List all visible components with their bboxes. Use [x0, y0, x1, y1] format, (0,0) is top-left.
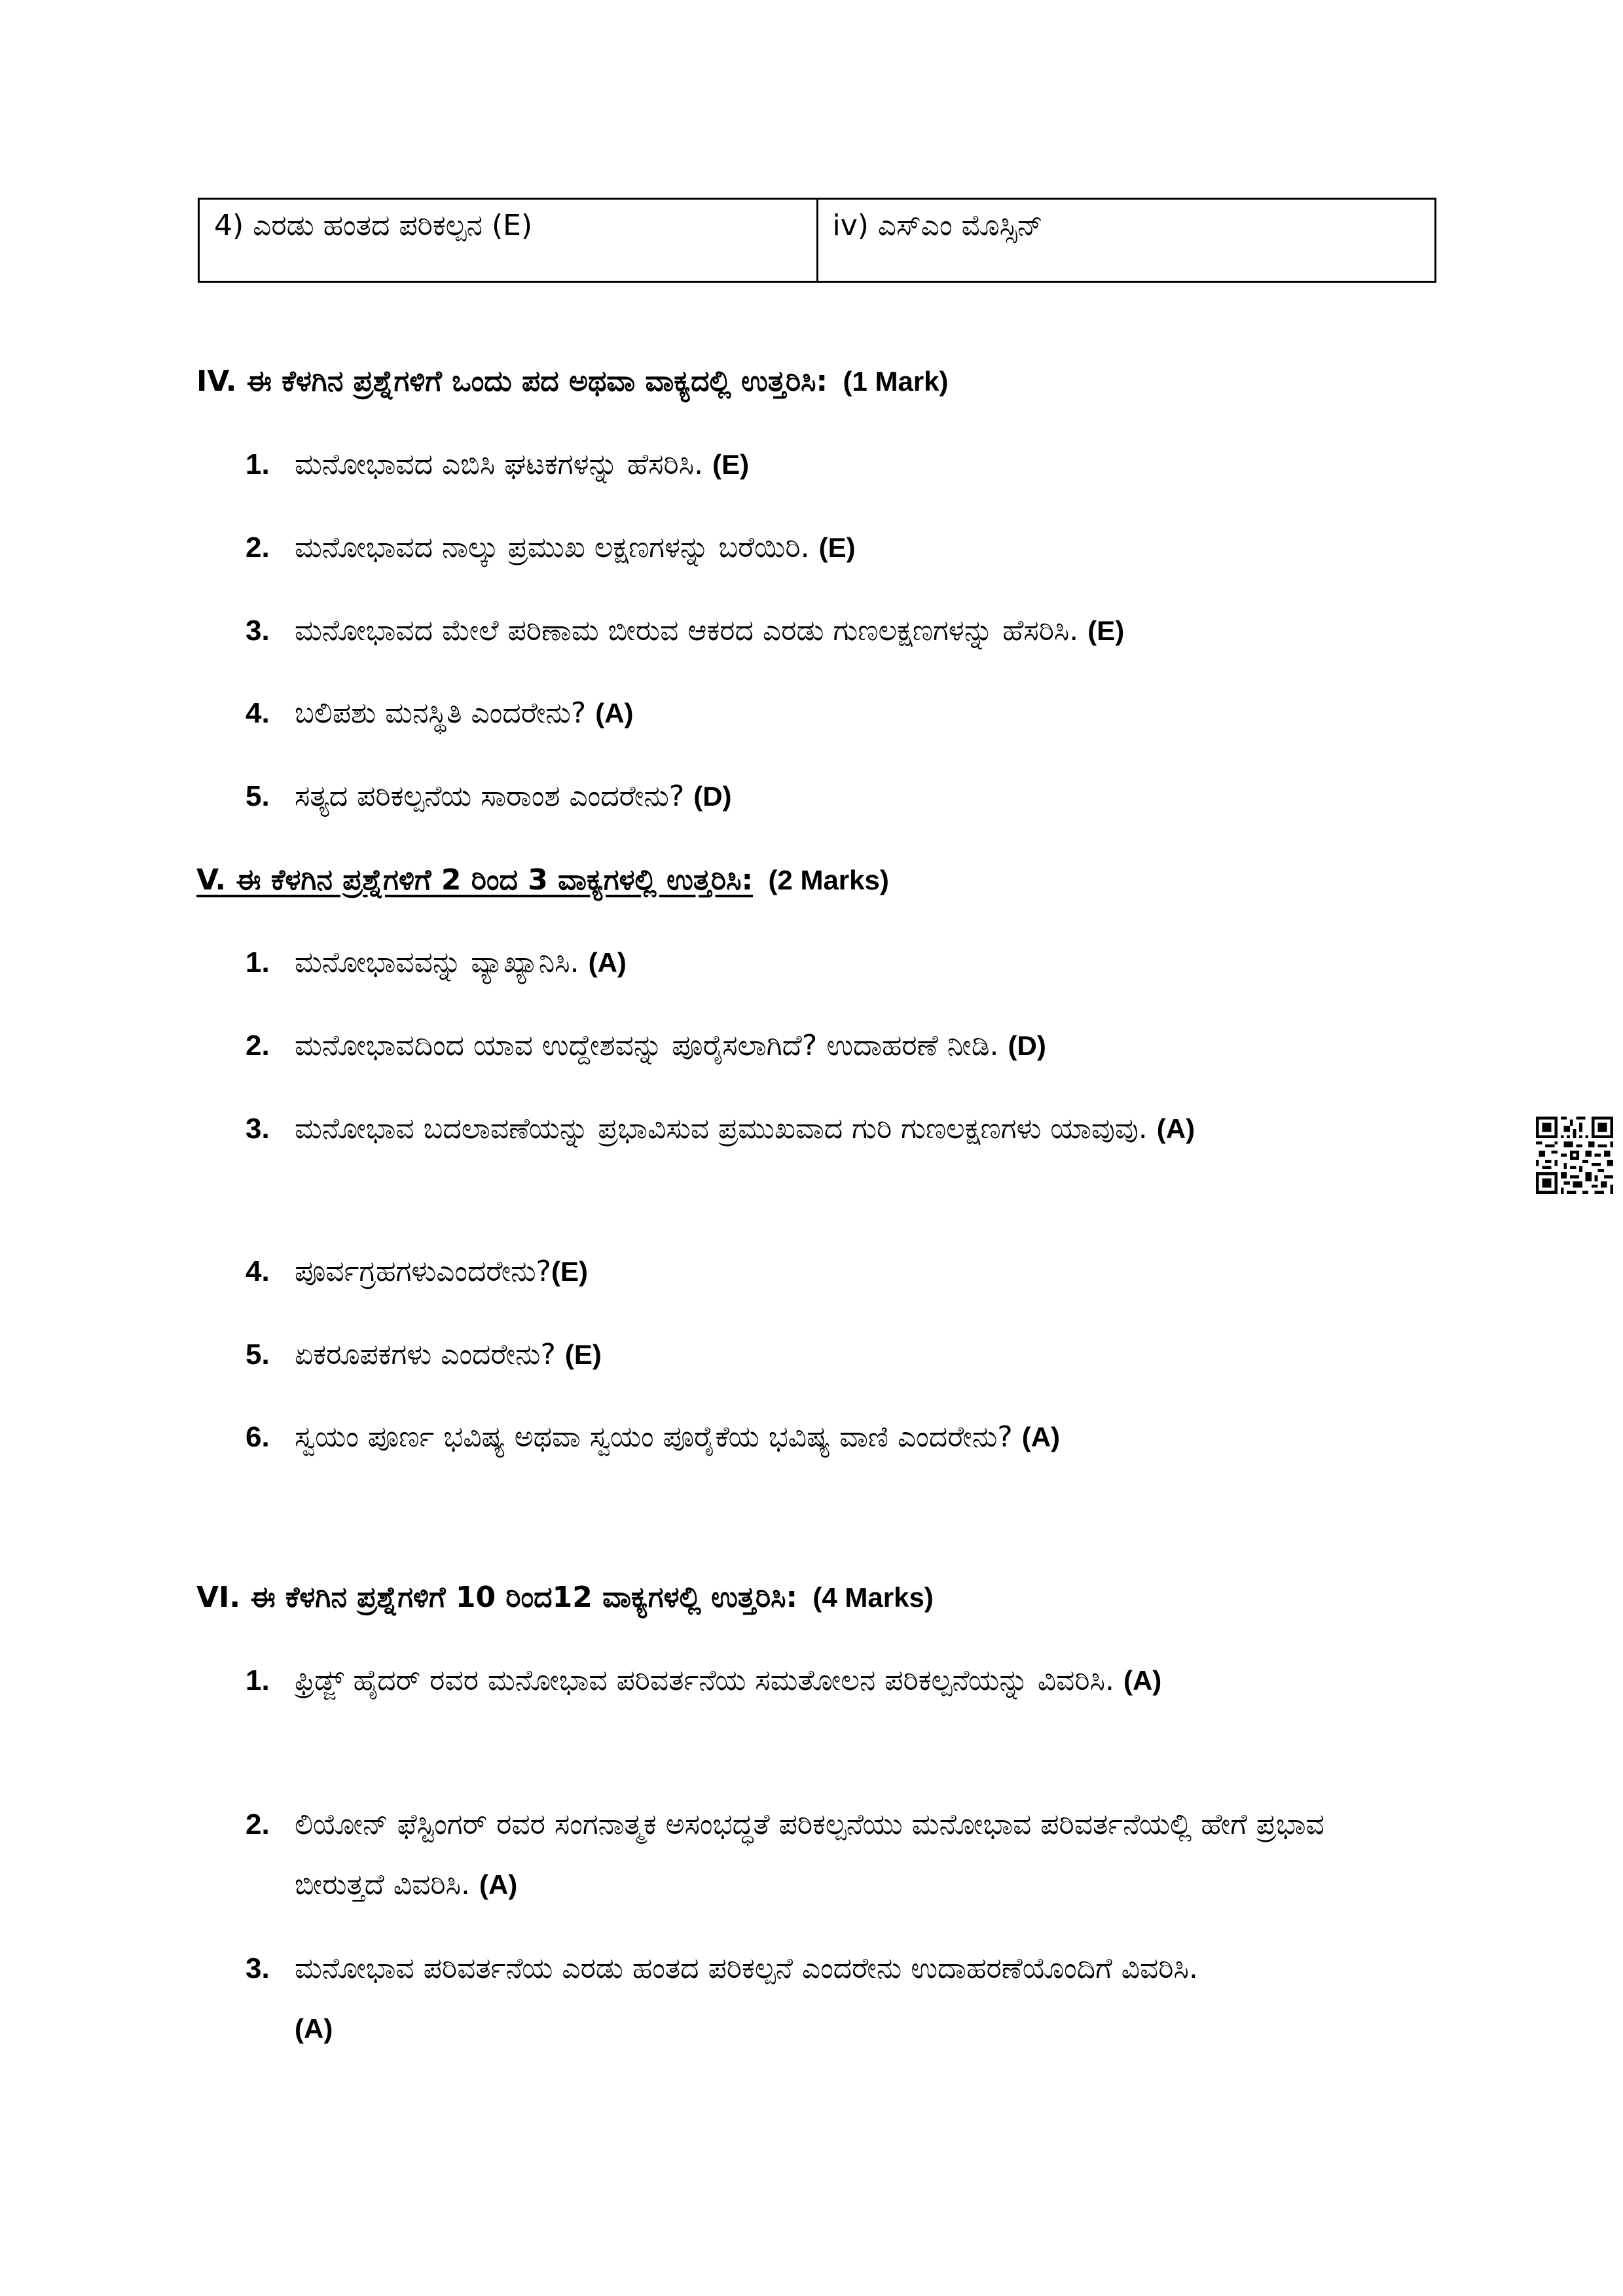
question-text: ಮನೋಭಾವವನ್ನು ವ್ಯಾಖ್ಯಾನಿಸಿ.: [295, 946, 579, 979]
question-text: ಪೂರ್ವಗ್ರಹಗಳುಎಂದರೇನು?: [295, 1255, 551, 1288]
question-text: ಬಲಿಪಶು ಮನಸ್ಥಿತಿ ಎಂದರೇನು?: [295, 696, 587, 730]
list-item: [246, 1016, 1424, 1076]
section-iv-title: IV. ಈ ಕೆಳಗಿನ ಪ್ರಶ್ನೆಗಳಿಗೆ ಒಂದು ಪದ ಅಥವಾ ವಾಕ್ಯದಲ್ಲಿ ಉತ್ತರಿಸಿ:: [196, 365, 828, 398]
question-text: ಮನೋಭಾವದಿಂದ ಯಾವ ಉದ್ದೇಶವನ್ನು ಪೂರೈಸಲಾಗಿದೆ? ಉದಾಹರಣೆ ನೀಡಿ.: [295, 1029, 999, 1062]
list-item: [246, 435, 1424, 495]
question-level-tag: (E): [818, 532, 856, 563]
qr-code-icon: [1536, 1117, 1613, 1194]
question-number: 2.: [246, 531, 270, 564]
question-level-tag: (D): [693, 781, 732, 812]
question-level-tag: (A): [1123, 1665, 1162, 1696]
question-number: 1.: [246, 448, 270, 480]
question-level-tag: (A): [479, 1869, 518, 1900]
question-text: ಫ್ರಿಡ್ಜ್ ಹೈದರ್ ರವರ ಮನೋಭಾವ ಪರಿವರ್ತನೆಯ ಸಮತೋಲನ ಪರಿಕಲ್ಪನೆಯನ್ನು ವಿವರಿಸಿ.: [295, 1664, 1114, 1697]
list-item: [246, 683, 1424, 744]
question-number: 6.: [246, 1421, 270, 1453]
section-vi-heading: [196, 1578, 934, 1617]
list-item: [246, 1795, 1378, 1915]
matching-table: [198, 198, 1436, 283]
question-number: 1.: [246, 1664, 270, 1696]
section-vi-title: VI. ಈ ಕೆಳಗಿನ ಪ್ರಶ್ನೆಗಳಿಗೆ 10 ರಿಂದ12 ವಾಕ್ಯಗಳಲ್ಲಿ ಉತ್ತರಿಸಿ:: [196, 1581, 798, 1614]
section-v-marks: (2 Marks): [768, 865, 889, 895]
question-number: 2.: [246, 1808, 270, 1840]
section-v-title: V. ಈ ಕೆಳಗಿನ ಪ್ರಶ್ನೆಗಳಿಗೆ 2 ರಿಂದ 3 ವಾಕ್ಯಗಳಲ್ಲಿ ಉತ್ತರಿಸಿ:: [196, 863, 754, 897]
question-number: 4.: [246, 697, 270, 729]
question-number: 3.: [246, 1952, 270, 1984]
question-level-tag: (A): [588, 947, 627, 978]
list-item: [246, 1939, 1228, 2059]
question-number: 5.: [246, 780, 270, 812]
question-level-tag: (A): [1156, 1113, 1195, 1144]
list-item: [246, 1407, 1424, 1467]
table-cell-right: iv) ಎಸ್ಎಂ ಮೊಸ್ಸಿನ್: [817, 199, 1436, 282]
section-v-heading: [196, 861, 889, 900]
question-number: 1.: [246, 946, 270, 978]
list-item: [246, 766, 1424, 827]
question-level-tag: (E): [564, 1339, 602, 1370]
question-level-tag: (A): [1021, 1422, 1061, 1452]
question-level-tag: (D): [1008, 1030, 1046, 1061]
question-text: ಮನೋಭಾವ ಬದಲಾವಣೆಯನ್ನು ಪ್ರಭಾವಿಸುವ ಪ್ರಮುಖವಾದ ಗುರಿ ಗುಣಲಕ್ಷಣಗಳು ಯಾವುವು.: [295, 1112, 1148, 1145]
question-text: ಲಿಯೋನ್ ಫೆಸ್ಟಿಂಗರ್ ರವರ ಸಂಗನಾತ್ಮಕ ಅಸಂಭದ್ಧತೆ ಪರಿಕಲ್ಪನೆಯು ಮನೋಭಾವ ಪರಿವರ್ತನೆಯಲ್ಲಿ ಹೇಗೆ ಪ್ರಭಾವ ಬೀರುತ್ತದೆ ವಿವರಿಸಿ.: [295, 1808, 1324, 1901]
list-item: [246, 1651, 1372, 1711]
question-number: 5.: [246, 1338, 270, 1371]
question-number: 3.: [246, 615, 270, 647]
list-item: [246, 1242, 1424, 1302]
question-text: ಏಕರೂಪಕಗಳು ಎಂದರೇನು?: [295, 1338, 556, 1371]
list-item: [246, 1325, 1424, 1385]
question-number: 3.: [246, 1113, 270, 1145]
question-level-tag: (E): [551, 1256, 588, 1287]
list-item: [246, 601, 1424, 661]
question-level-tag: (E): [712, 449, 750, 480]
question-level-tag: (E): [1087, 615, 1125, 646]
table-cell-left: 4) ಎರಡು ಹಂತದ ಪರಿಕಲ್ಪನ (E): [199, 199, 818, 282]
list-item: [246, 933, 1424, 993]
question-level-tag: (A): [595, 698, 634, 728]
question-text: ಮನೋಭಾವದ ಮೇಲೆ ಪರಿಣಾಮ ಬೀರುವ ಆಕರದ ಎರಡು ಗುಣಲಕ್ಷಣಗಳನ್ನು ಹೆಸರಿಸಿ.: [295, 614, 1079, 647]
list-item: [246, 1099, 1359, 1159]
question-text: ಮನೋಭಾವದ ನಾಲ್ಕು ಪ್ರಮುಖ ಲಕ್ಷಣಗಳನ್ನು ಬರೆಯಿರಿ.: [295, 531, 810, 564]
section-vi-marks: (4 Marks): [812, 1582, 934, 1613]
question-text: ಸ್ವಯಂ ಪೂರ್ಣ ಭವಿಷ್ಯ ಅಥವಾ ಸ್ವಯಂ ಪೂರೈಕೆಯ ಭವಿಷ್ಯ ವಾಣಿ ಎಂದರೇನು?: [295, 1420, 1013, 1454]
question-number: 2.: [246, 1030, 270, 1062]
table-row: [199, 199, 1436, 282]
list-item: [246, 518, 1424, 578]
question-level-tag: (A): [295, 2013, 333, 2044]
question-text: ಸತ್ಯದ ಪರಿಕಲ್ಪನೆಯ ಸಾರಾಂಶ ಎಂದರೇನು?: [295, 780, 685, 813]
question-number: 4.: [246, 1255, 270, 1287]
section-iv-heading: [196, 362, 949, 401]
question-text: ಮನೋಭಾವದ ಎಬಿಸಿ ಘಟಕಗಳನ್ನು ಹೆಸರಿಸಿ.: [295, 448, 704, 481]
section-iv-marks: (1 Mark): [843, 366, 949, 397]
question-text: ಮನೋಭಾವ ಪರಿವರ್ತನೆಯ ಎರಡು ಹಂತದ ಪರಿಕಲ್ಪನೆ ಎಂದರೇನು ಉದಾಹರಣೆಯೊಂದಿಗೆ ವಿವರಿಸಿ.: [295, 1952, 1198, 1985]
